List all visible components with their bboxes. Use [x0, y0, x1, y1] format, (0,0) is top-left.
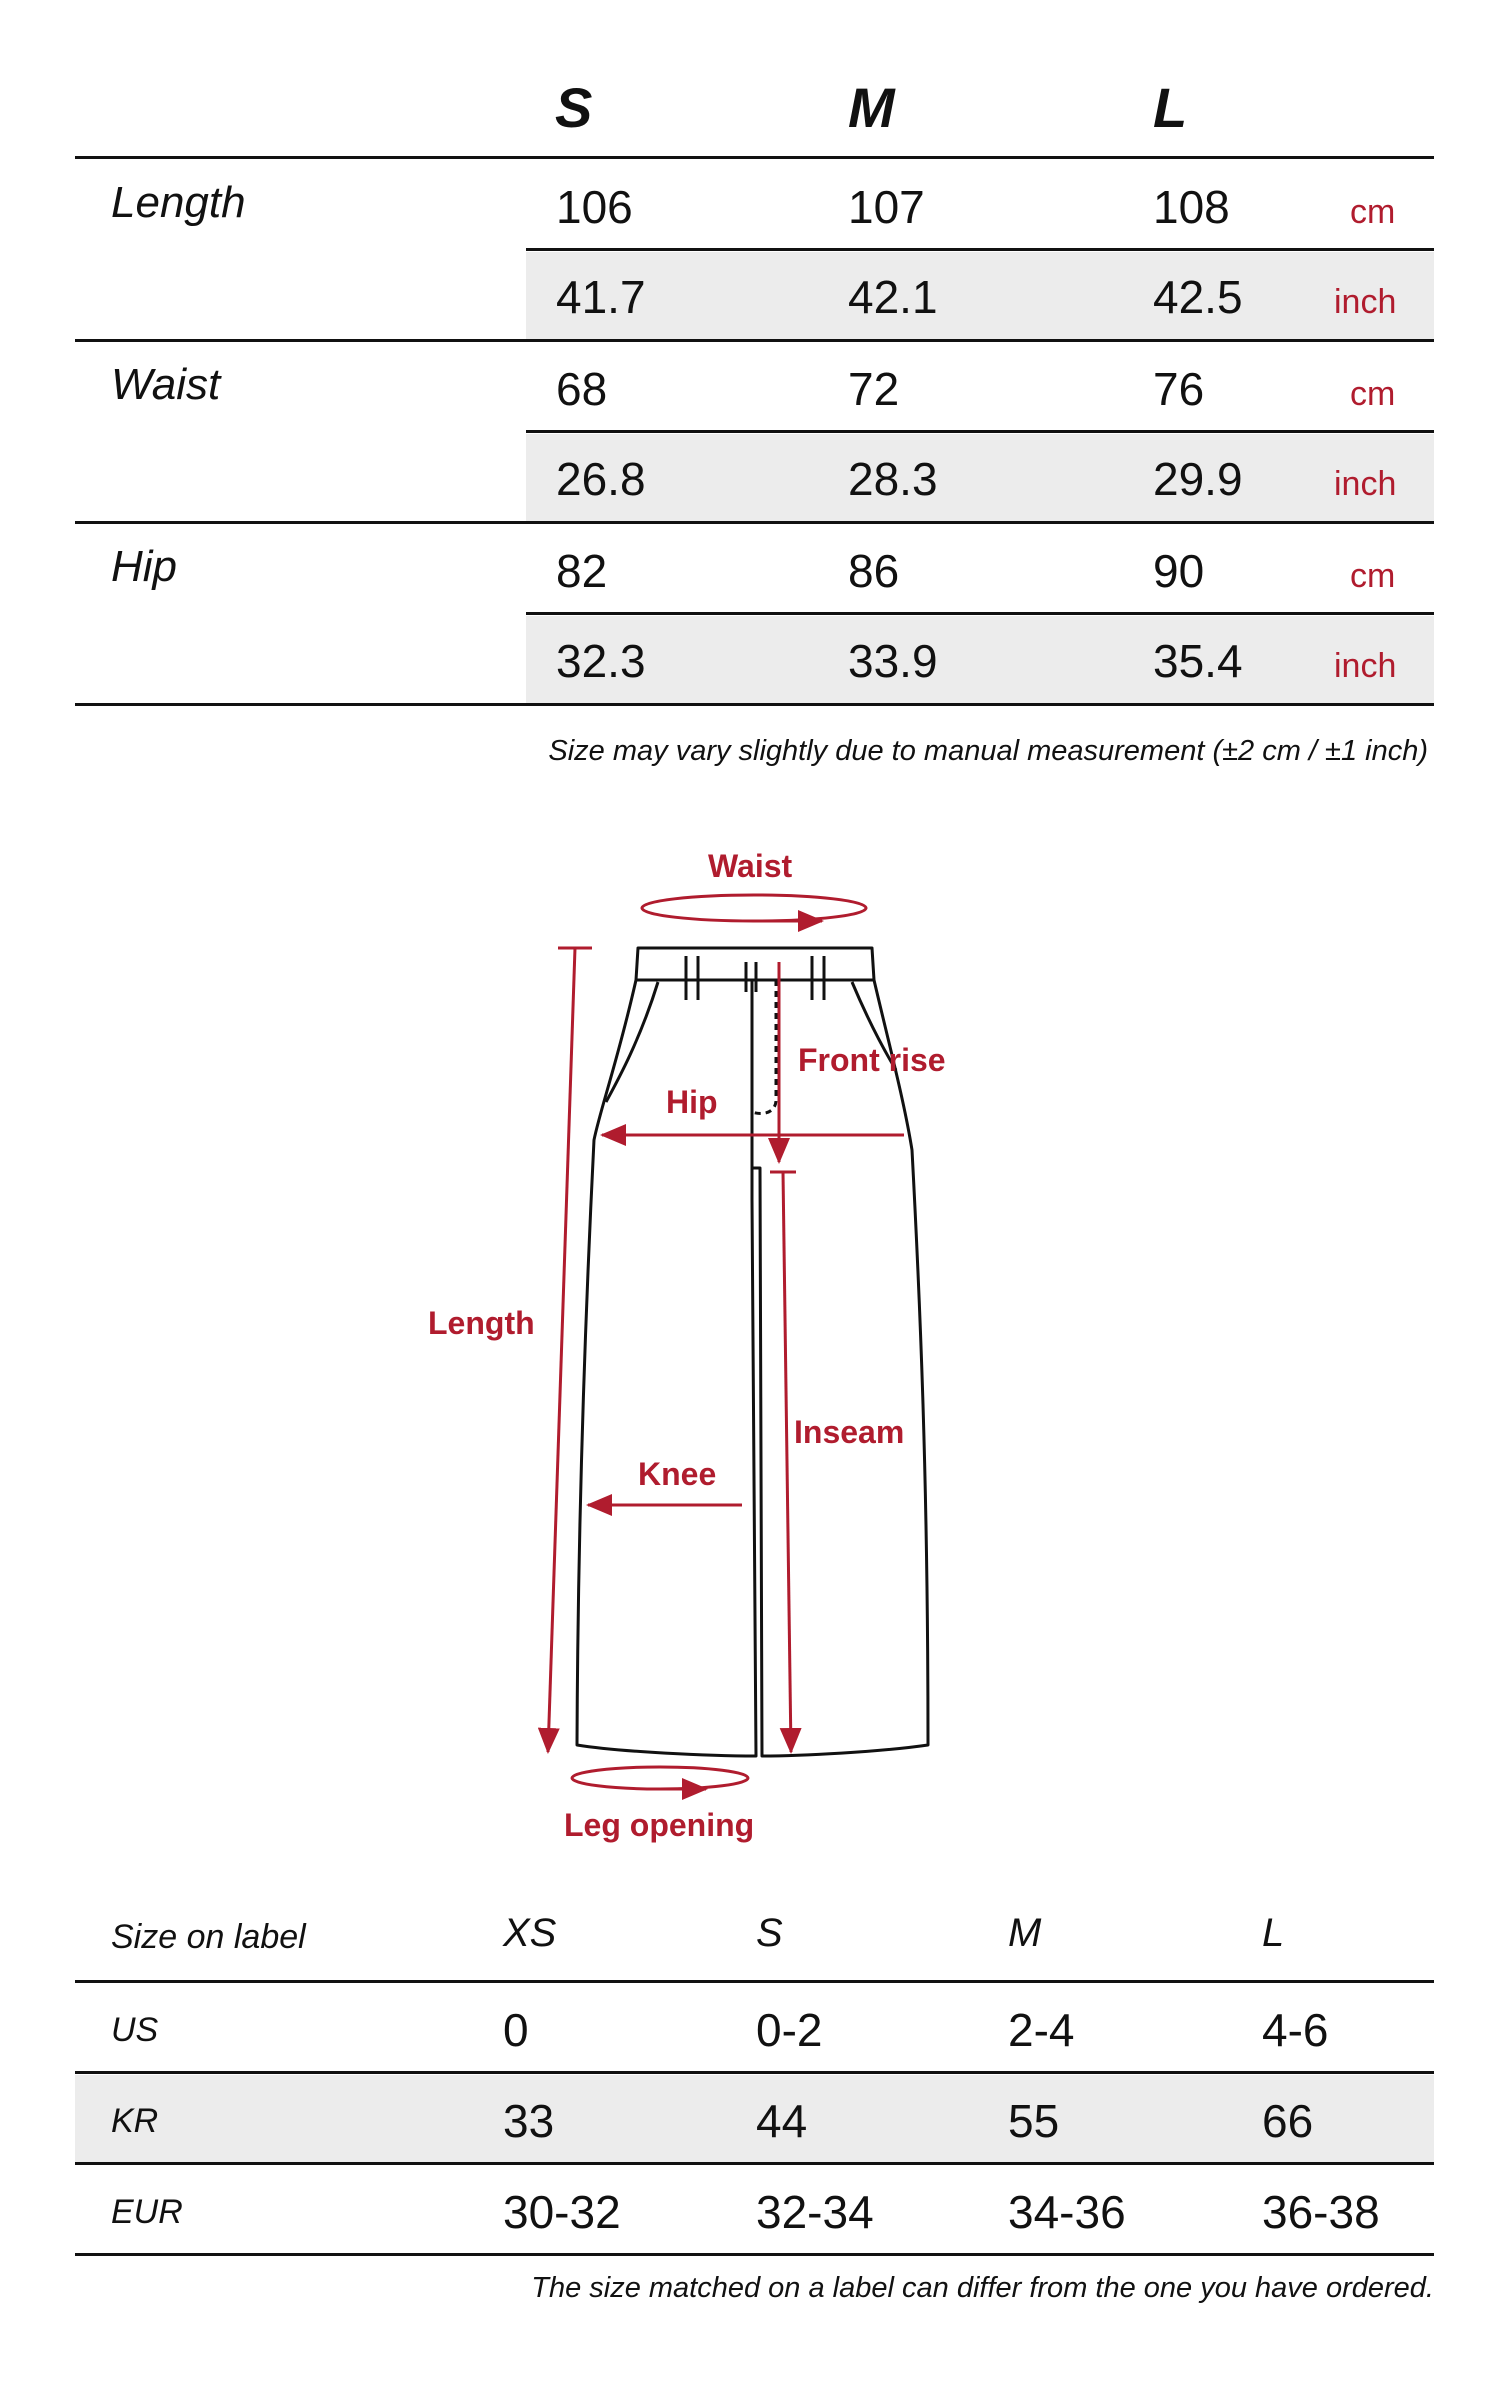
value-cell: 42.1 — [848, 271, 938, 323]
row-shade — [526, 252, 1434, 339]
value-cell: 0 — [503, 2004, 529, 2056]
value-cell: 66 — [1262, 2095, 1314, 2147]
conversion-size-xs: XS — [503, 1911, 557, 1955]
length-arrow — [548, 948, 575, 1752]
label-knee: Knee — [638, 1456, 717, 1492]
table-rule — [75, 2253, 1434, 2256]
value-cell: 2-4 — [1008, 2004, 1075, 2056]
value-cell: 30-32 — [503, 2186, 621, 2238]
value-cell: 86 — [848, 545, 900, 597]
row-label-eur: EUR — [111, 2193, 183, 2231]
size-header-l: L — [1153, 76, 1188, 139]
table-rule — [75, 2162, 1434, 2165]
value-cell: 26.8 — [556, 453, 646, 505]
inseam-arrow — [783, 1172, 791, 1752]
value-cell: 34-36 — [1008, 2186, 1126, 2238]
label-hip: Hip — [666, 1084, 718, 1120]
value-cell: 4-6 — [1262, 2004, 1329, 2056]
value-cell: 42.5 — [1153, 271, 1243, 323]
row-shade — [526, 434, 1434, 521]
value-cell: 33 — [503, 2095, 555, 2147]
table-rule — [75, 703, 1434, 706]
unit-cm: cm — [1350, 557, 1396, 595]
label-inseam: Inseam — [794, 1414, 905, 1450]
row-label-waist: Waist — [111, 360, 221, 409]
conversion-size-m: M — [1008, 1911, 1042, 1955]
row-label-hip: Hip — [111, 542, 178, 591]
value-cell: 28.3 — [848, 453, 938, 505]
value-cell: 32.3 — [556, 635, 646, 687]
conversion-note: The size matched on a label can differ from the one you have ordered. — [531, 2272, 1434, 2304]
unit-inch: inch — [1334, 283, 1397, 321]
value-cell: 68 — [556, 363, 608, 415]
table-rule — [75, 339, 1434, 342]
value-cell: 0-2 — [756, 2004, 823, 2056]
size-header-s: S — [555, 76, 593, 139]
label-front-rise: Front rise — [798, 1042, 946, 1078]
table-rule — [526, 612, 1434, 615]
value-cell: 35.4 — [1153, 635, 1243, 687]
unit-inch: inch — [1334, 647, 1397, 685]
unit-cm: cm — [1350, 193, 1396, 231]
table-rule — [75, 156, 1434, 159]
pants-diagram — [0, 830, 1500, 1870]
row-shade — [75, 2075, 1434, 2162]
table-rule — [526, 430, 1434, 433]
row-label-us: US — [111, 2011, 159, 2049]
row-label-length: Length — [111, 178, 246, 227]
value-cell: 29.9 — [1153, 453, 1243, 505]
value-cell: 32-34 — [756, 2186, 874, 2238]
value-cell: 108 — [1153, 181, 1230, 233]
measurement-arrows — [548, 895, 904, 1789]
table-rule — [75, 1980, 1434, 1983]
table-rule — [75, 2071, 1434, 2074]
measurement-note: Size may vary slightly due to manual measurement (±2 cm / ±1 inch) — [548, 735, 1428, 767]
label-waist: Waist — [708, 848, 793, 884]
value-cell: 82 — [556, 545, 608, 597]
row-label-kr: KR — [111, 2102, 159, 2140]
value-cell: 106 — [556, 181, 633, 233]
unit-cm: cm — [1350, 375, 1396, 413]
conversion-size-s: S — [756, 1911, 783, 1955]
conversion-header-label: Size on label — [111, 1918, 306, 1956]
size-header-m: M — [848, 76, 895, 139]
value-cell: 90 — [1153, 545, 1205, 597]
value-cell: 76 — [1153, 363, 1205, 415]
value-cell: 107 — [848, 181, 925, 233]
unit-inch: inch — [1334, 465, 1397, 503]
value-cell: 55 — [1008, 2095, 1060, 2147]
row-shade — [526, 616, 1434, 703]
value-cell: 41.7 — [556, 271, 646, 323]
waist-arrow-ellipse — [642, 895, 866, 921]
label-leg-opening: Leg opening — [564, 1807, 755, 1843]
leg-opening-ellipse — [572, 1767, 748, 1789]
conversion-size-l: L — [1262, 1911, 1285, 1955]
value-cell: 33.9 — [848, 635, 938, 687]
value-cell: 72 — [848, 363, 900, 415]
table-rule — [75, 521, 1434, 524]
table-rule — [526, 248, 1434, 251]
value-cell: 36-38 — [1262, 2186, 1380, 2238]
label-length: Length — [428, 1305, 535, 1341]
value-cell: 44 — [756, 2095, 808, 2147]
